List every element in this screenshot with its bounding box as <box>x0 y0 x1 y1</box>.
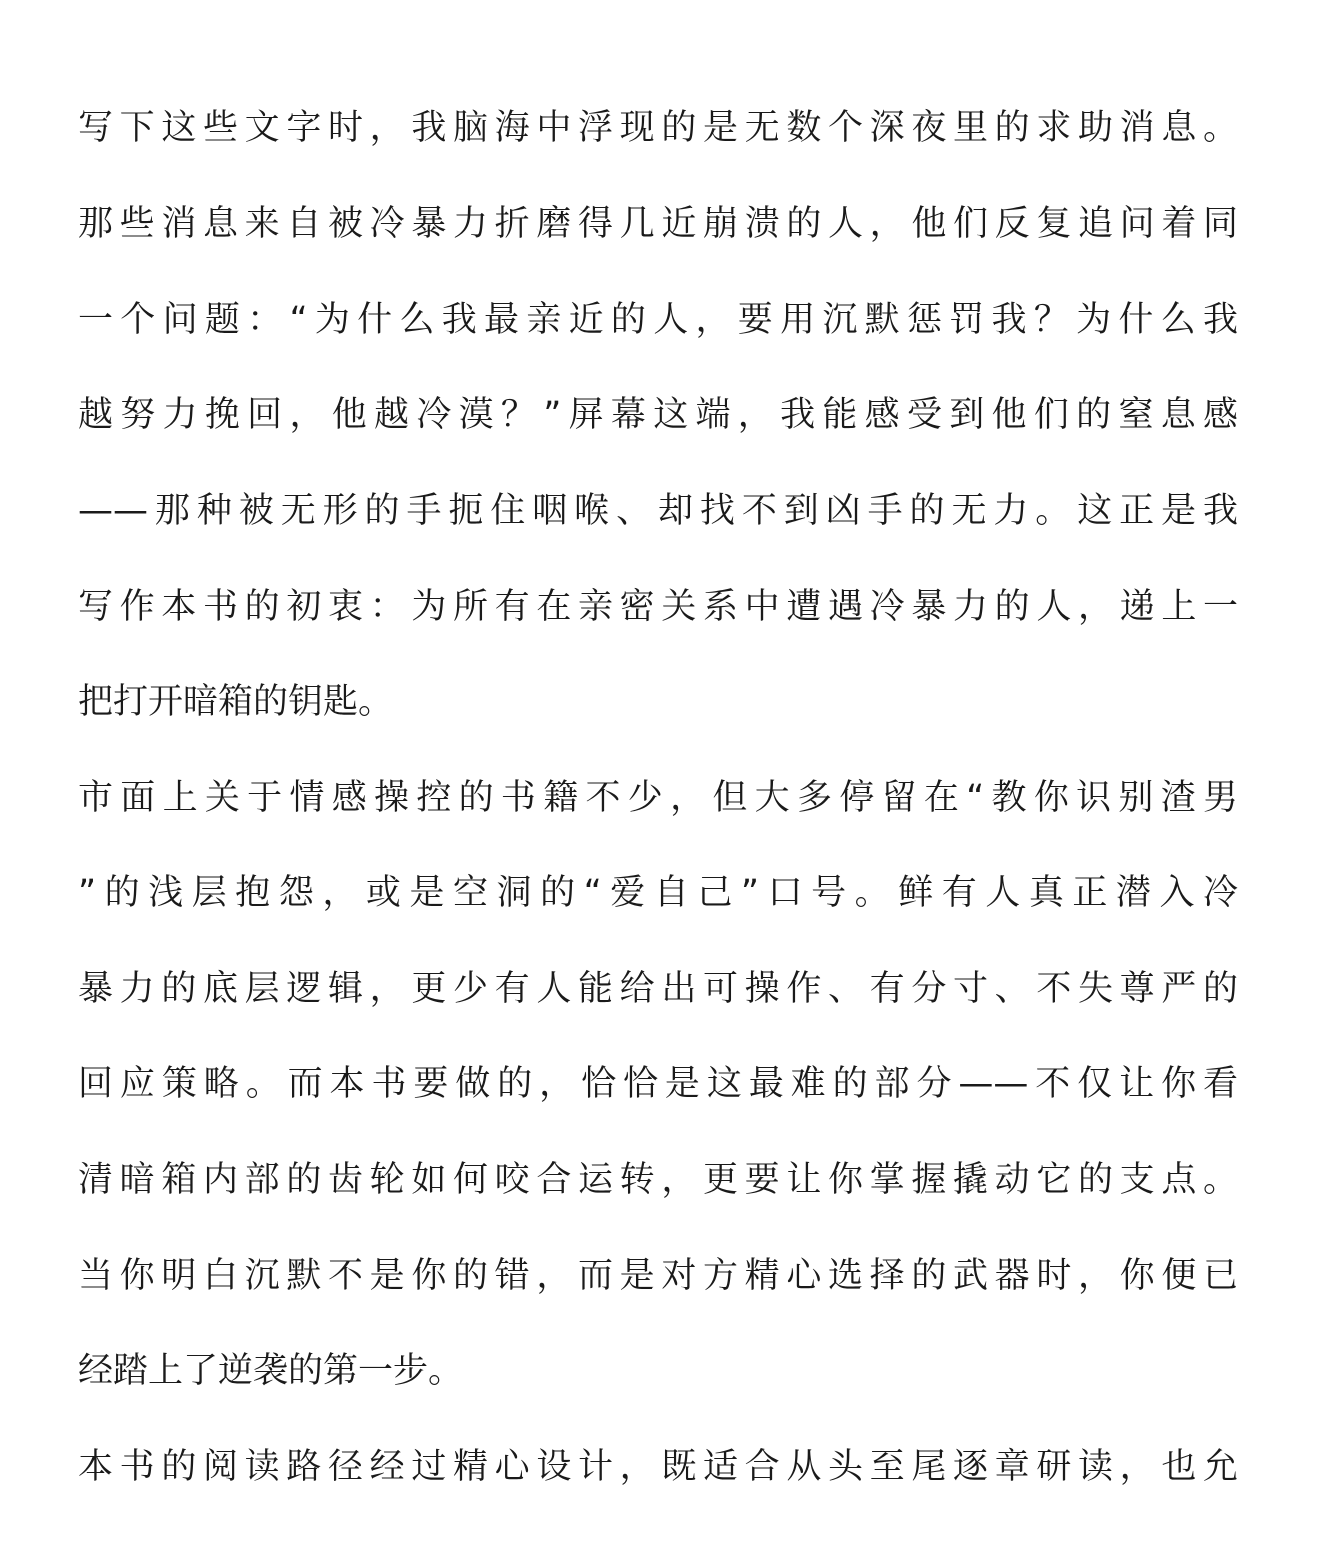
paragraph-1-line-2: 那些消息来自被冷暴力折磨得几近崩溃的人，他们反复追问着同 <box>78 204 1238 244</box>
paragraph-2-line-5: 清暗箱内部的齿轮如何咬合运转，更要让你掌握撬动它的支点。 <box>78 1160 1238 1200</box>
paragraph-2-line-7: 经踏上了逆袭的第一步。 <box>78 1351 464 1391</box>
paragraph-2-line-6: 当你明白沉默不是你的错，而是对方精心选择的武器时，你便已 <box>78 1256 1238 1296</box>
paragraph-1-line-4: 越努力挽回，他越冷漠？”屏幕这端，我能感受到他们的窒息感 <box>78 395 1238 435</box>
paragraph-2-line-4: 回应策略。而本书要做的，恰恰是这最难的部分——不仅让你看 <box>78 1064 1238 1104</box>
paragraph-1-line-7: 把打开暗箱的钥匙。 <box>78 682 394 722</box>
paragraph-2-line-2: ”的浅层抱怨，或是空洞的“爱自己”口号。鲜有人真正潜入冷 <box>78 873 1238 913</box>
paragraph-2-line-1: 市面上关于情感操控的书籍不少，但大多停留在“教你识别渣男 <box>78 778 1238 818</box>
paragraph-1-line-5: ——那种被无形的手扼住咽喉、却找不到凶手的无力。这正是我 <box>78 491 1238 531</box>
paragraph-1-line-1: 写下这些文字时，我脑海中浮现的是无数个深夜里的求助消息。 <box>78 108 1238 148</box>
paragraph-1-line-6: 写作本书的初衷：为所有在亲密关系中遭遇冷暴力的人，递上一 <box>78 587 1238 627</box>
paragraph-3-line-1: 本书的阅读路径经过精心设计，既适合从头至尾逐章研读，也允 <box>78 1447 1238 1487</box>
paragraph-2-line-3: 暴力的底层逻辑，更少有人能给出可操作、有分寸、不失尊严的 <box>78 969 1238 1009</box>
paragraph-1-line-3: 一个问题：“为什么我最亲近的人，要用沉默惩罚我？为什么我 <box>78 300 1238 340</box>
